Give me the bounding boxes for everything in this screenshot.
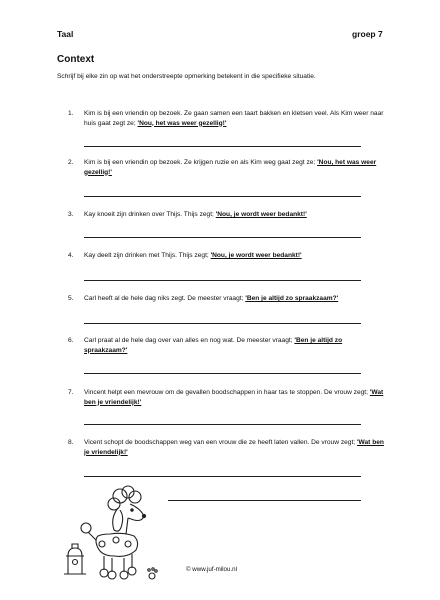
answer-line[interactable] (168, 500, 361, 501)
item-text: Carl praat al de hele dag over van alles en nog wat. De meester vraagt; (84, 337, 295, 344)
item-quote: 'Nou, het was weer gezellig!' (84, 159, 377, 176)
item-number: 3. (68, 211, 74, 218)
item-number: 2. (68, 159, 74, 166)
item-quote: 'Nou, je wordt weer bedankt!' (210, 252, 302, 259)
answer-line[interactable] (84, 476, 361, 477)
item-number: 7. (68, 389, 74, 396)
item-number: 8. (68, 439, 74, 446)
answer-line[interactable] (84, 196, 361, 197)
item-quote: 'Nou, je wordt weer bedankt!' (215, 211, 307, 218)
item-text: Kay deelt zijn drinken met Thijs. Thijs zegt; (84, 252, 211, 259)
item-number: 6. (68, 337, 74, 344)
item-quote: 'Wat ben je vriendelijk!' (84, 389, 384, 406)
item-quote: 'Wat ben je vriendelijk!' (84, 439, 384, 456)
item-number: 4. (68, 252, 74, 259)
item-number: 1. (68, 110, 74, 117)
item-number: 5. (68, 295, 74, 302)
instructions: Schrijf bij elke zin op wat het onderstreepte opmerking betekent in die specifieke situatie. (57, 73, 316, 80)
subject-label: Taal (57, 29, 74, 39)
item-quote: 'Ben je altijd zo spraakzaam?' (84, 337, 343, 354)
item-text: Kim is bij een vriendin op bezoek. Ze gaan samen een taart bakken en kletsen veel. Als Kim weer naar huis gaat zegt ze; (84, 110, 384, 127)
poodle-icon (58, 478, 168, 588)
item-text: Vicent schopt de boodschappen weg van een vrouw die ze heeft laten vallen. De vrouw zegt; (84, 439, 357, 446)
item-text: Kim is bij een vriendin op bezoek. Ze krijgen ruzie en als Kim weg gaat zegt ze; (84, 159, 318, 166)
answer-line[interactable] (84, 280, 361, 281)
item-text: Vincent helpt een mevrouw om de gevallen boodschappen in haar tas te stoppen. De vrouw zegt; (84, 389, 370, 396)
item-quote: 'Ben je altijd zo spraakzaam?' (245, 295, 339, 302)
answer-line[interactable] (84, 424, 361, 425)
footer-copyright: © www.juf-milou.nl (186, 566, 237, 573)
item-text: Kay knoeit zijn drinken over Thijs. Thijs zegt; (84, 211, 216, 218)
answer-line[interactable] (84, 323, 361, 324)
page-title: Context (57, 54, 95, 65)
group-label: groep 7 (352, 29, 383, 39)
answer-line[interactable] (84, 373, 361, 374)
answer-line[interactable] (84, 146, 361, 147)
item-quote: 'Nou, het was weer gezellig!' (137, 119, 227, 127)
item-text: Carl heeft al de hele dag niks zegt. De meester vraagt; (84, 295, 246, 302)
answer-line[interactable] (84, 237, 361, 238)
